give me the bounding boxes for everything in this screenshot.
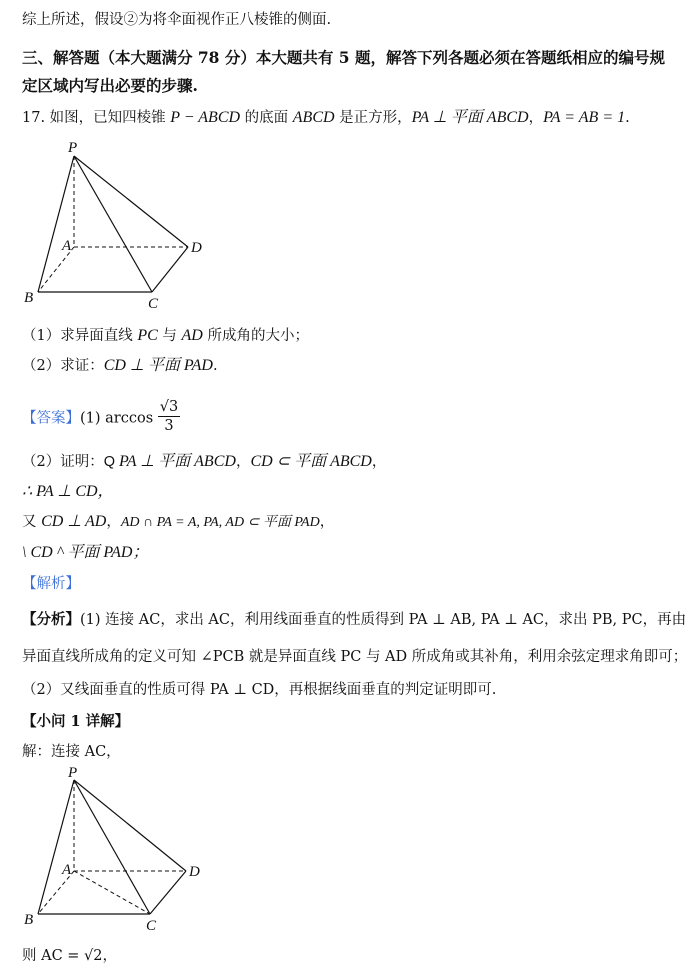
question-17: 17. 如图，已知四棱锥 P − ABCD 的底面 ABCD 是正方形，PA ⊥ 平面 ABCD，PA = AB = 1. xyxy=(22,109,630,126)
proof-line-3: 又 CD ⊥ AD，AD ∩ PA = A, PA, AD ⊂ 平面 PAD， xyxy=(22,513,335,530)
vertex-label-d: D xyxy=(191,240,202,256)
pyramid-figure-1 xyxy=(18,138,218,310)
proof-line-1: （2）证明：Q PA ⊥ 平面 ABCD，CD ⊂ 平面 ABCD， xyxy=(22,453,387,470)
vertex-label-p: P xyxy=(68,140,78,156)
solution-line-1: 解：连接 AC， xyxy=(22,744,121,760)
vertex-label-b: B xyxy=(24,290,34,306)
analysis-line-1: 【分析】(1) 连接 AC，求出 AC，利用线面垂直的性质得到 PA ⊥ AB, PA ⊥ AC，求出 PB, PC，再由 xyxy=(22,611,687,628)
pyramid-figure-2 xyxy=(18,766,218,934)
sub-question-1: （1）求异面直线 PC 与 AD 所成角的大小； xyxy=(22,327,309,344)
answer-line: 【答案】(1) arccos $\frac{√3}{3}$ xyxy=(22,399,179,434)
text-line-conclusion: 综上所述，假设②为将伞面视作正八棱锥的侧面. xyxy=(22,12,332,28)
answer-tag: 【答案】 xyxy=(22,410,80,427)
vertex-label-a: A xyxy=(62,238,72,254)
section-heading-a: 三、解答题（本大题满分 78 分）本大题共有 5 题，解答下列各题必须在答题纸相应的编号规 xyxy=(22,48,665,67)
proof-line-2: ∴ PA ⊥ CD， xyxy=(22,483,114,500)
answer-fraction: $\frac{√3}{3}$ xyxy=(159,399,179,434)
analysis-line-2: 异面直线所成角的定义可知 ∠PCB 就是异面直线 PC 与 AD 所成角或其补角，利用余弦定理求角即可； xyxy=(22,649,688,665)
vertex-label-a2: A xyxy=(62,862,72,878)
vertex-label-d2: D xyxy=(189,864,200,880)
detail-tag: 【小问 1 详解】 xyxy=(22,713,130,730)
vertex-label-b2: B xyxy=(24,912,34,928)
vertex-label-c: C xyxy=(148,296,159,310)
sub-question-2: （2）求证：CD ⊥ 平面 PAD. xyxy=(22,357,218,374)
proof-line-4: \ CD ^ 平面 PAD； xyxy=(22,544,149,561)
solution-line-2: 则 AC = √2， xyxy=(22,948,118,964)
section-heading-b: 定区域内写出必要的步骤. xyxy=(22,76,198,95)
vertex-label-c2: C xyxy=(146,918,157,934)
vertex-label-p2: P xyxy=(68,766,78,781)
analysis-line-3: （2）又线面垂直的性质可得 PA ⊥ CD，再根据线面垂直的判定证明即可. xyxy=(22,682,497,698)
analysis-tag: 【解析】 xyxy=(22,576,80,592)
